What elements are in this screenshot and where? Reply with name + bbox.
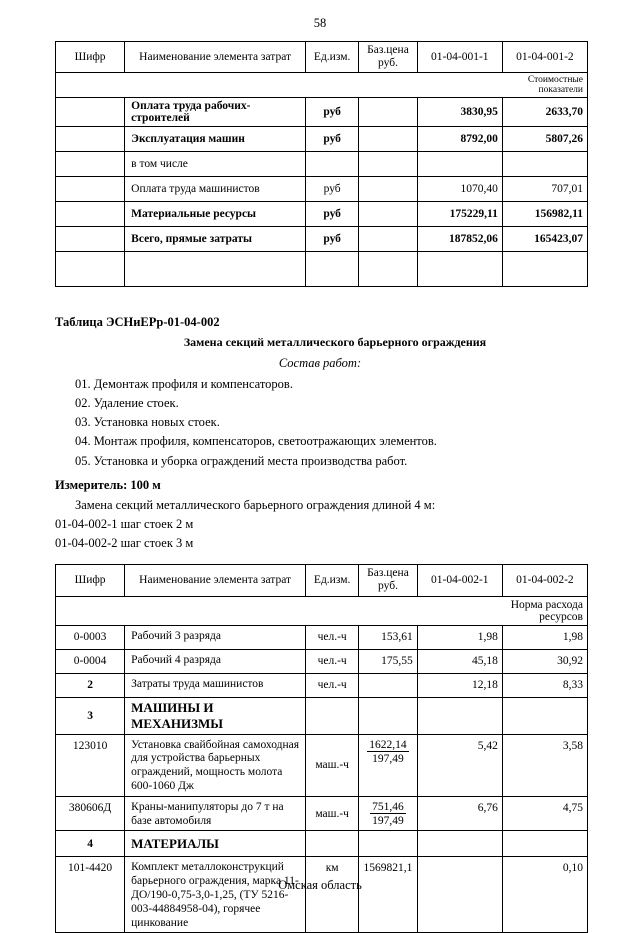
row-value-1 xyxy=(417,831,502,857)
row-name: Эксплуатация машин xyxy=(125,127,306,152)
row-value-1: 3830,95 xyxy=(417,98,502,127)
row-unit: руб xyxy=(306,127,359,152)
row-code: 2 xyxy=(56,673,125,697)
table-row xyxy=(56,649,588,673)
row-unit xyxy=(306,152,359,177)
row-unit: руб xyxy=(306,227,359,252)
cost-indicators-table-wrapper xyxy=(55,41,588,287)
table-row xyxy=(56,202,588,227)
row-base xyxy=(359,152,418,177)
section-code-2: 01-04-002-2 шаг стоек 3 м xyxy=(55,536,194,551)
row-code: 380606Д xyxy=(56,796,125,831)
row-value-1 xyxy=(417,857,502,933)
row-name: Рабочий 4 разряда xyxy=(125,649,306,673)
table-row xyxy=(56,673,588,697)
section-title: Замена секций металлического барьерного ограждения xyxy=(183,334,487,349)
header-name: Наименование элемента затрат xyxy=(125,565,306,596)
row-code xyxy=(56,98,125,127)
table-row xyxy=(56,625,588,649)
row-unit: руб xyxy=(306,177,359,202)
row-value-1: 175229,11 xyxy=(417,202,502,227)
row-code: 0-0003 xyxy=(56,625,125,649)
table-header-row xyxy=(56,42,588,73)
row-code: 4 xyxy=(56,831,125,857)
subheader-label: Стоимостные показатели xyxy=(502,73,587,98)
row-name: Оплата труда машинистов xyxy=(125,177,306,202)
table-section-row xyxy=(56,831,588,857)
row-base: 153,61 xyxy=(359,625,418,649)
header-base-price: Баз.цена руб. xyxy=(359,565,418,596)
list-item: 03. Установка новых стоек. xyxy=(75,415,220,430)
table-row xyxy=(56,734,588,796)
row-code xyxy=(56,152,125,177)
row-name: Оплата труда рабочих-строителей xyxy=(125,98,306,127)
header-col1: 01-04-001-1 xyxy=(417,42,502,73)
cost-indicators-table xyxy=(55,41,588,287)
row-unit xyxy=(306,697,359,734)
row-value-2: 4,75 xyxy=(502,796,587,831)
row-base-top: 751,46 xyxy=(372,800,404,813)
row-value-2 xyxy=(502,152,587,177)
row-base xyxy=(359,673,418,697)
row-value-2: 165423,07 xyxy=(502,227,587,252)
section-block xyxy=(55,313,585,552)
row-value-2: 30,92 xyxy=(502,649,587,673)
row-code: 0-0004 xyxy=(56,649,125,673)
works-list xyxy=(55,375,585,470)
row-base xyxy=(359,177,418,202)
row-base-fraction xyxy=(359,796,418,831)
row-base xyxy=(359,202,418,227)
row-unit: км xyxy=(306,857,359,933)
header-code: Шифр xyxy=(56,565,125,596)
row-value-1: 5,42 xyxy=(417,734,502,796)
list-item: 01. Демонтаж профиля и компенсаторов. xyxy=(75,377,293,392)
works-label: Состав работ: xyxy=(278,355,362,370)
row-value-2 xyxy=(502,831,587,857)
row-value-1: 1070,40 xyxy=(417,177,502,202)
page-footer: Омская область xyxy=(278,878,362,892)
row-base-top: 1622,14 xyxy=(369,738,407,751)
row-base: 1569821,1 xyxy=(359,857,418,933)
table-row xyxy=(56,857,588,933)
row-name: Рабочий 3 разряда xyxy=(125,625,306,649)
row-base-bottom: 197,49 xyxy=(372,814,404,827)
row-code: 101-4420 xyxy=(56,857,125,933)
row-name: Установка свайбойная самоходная для устройства барьерных ограждений, мощность молота 600-1060 Дж xyxy=(125,734,306,796)
row-value-1 xyxy=(417,697,502,734)
row-name: Затраты труда машинистов xyxy=(125,673,306,697)
table-row xyxy=(56,127,588,152)
subheader-label: Норма расхода ресурсов xyxy=(502,596,587,625)
row-code xyxy=(56,227,125,252)
section-description: Замена секций металлического барьерного ограждения длиной 4 м: xyxy=(75,497,436,512)
header-unit: Ед.изм. xyxy=(306,565,359,596)
row-name: Материальные ресурсы xyxy=(125,202,306,227)
row-value-2: 707,01 xyxy=(502,177,587,202)
row-code xyxy=(56,202,125,227)
row-value-2: 3,58 xyxy=(502,734,587,796)
list-item: 04. Монтаж профиля, компенсаторов, светоотражающих элементов. xyxy=(75,434,437,449)
row-base-bottom: 197,49 xyxy=(372,752,404,765)
header-code: Шифр xyxy=(56,42,125,73)
row-value-2 xyxy=(502,697,587,734)
row-unit: чел.-ч xyxy=(306,649,359,673)
table-header-row xyxy=(56,565,588,596)
row-name: в том числе xyxy=(125,152,306,177)
row-value-1 xyxy=(417,152,502,177)
list-item: 05. Установка и уборка ограждений места производства работ. xyxy=(75,453,408,468)
table-subheader-row xyxy=(56,596,588,625)
table-row xyxy=(56,98,588,127)
row-value-2: 156982,11 xyxy=(502,202,587,227)
row-unit: чел.-ч xyxy=(306,625,359,649)
row-value-1: 1,98 xyxy=(417,625,502,649)
row-name: МАШИНЫ И МЕХАНИЗМЫ xyxy=(125,697,306,734)
section-code-1: 01-04-002-1 шаг стоек 2 м xyxy=(55,516,194,531)
table-row xyxy=(56,796,588,831)
header-col2: 01-04-002-2 xyxy=(502,565,587,596)
section-table-label: Таблица ЭСНиЕРр-01-04-002 xyxy=(55,315,220,330)
row-code: 3 xyxy=(56,697,125,734)
row-name: Краны-манипуляторы до 7 т на базе автомобиля xyxy=(125,796,306,831)
header-base-price: Баз.цена руб. xyxy=(359,42,418,73)
row-value-1: 8792,00 xyxy=(417,127,502,152)
row-code xyxy=(56,177,125,202)
table-row xyxy=(56,177,588,202)
row-value-2: 5807,26 xyxy=(502,127,587,152)
row-value-1: 45,18 xyxy=(417,649,502,673)
row-base xyxy=(359,127,418,152)
row-base xyxy=(359,831,418,857)
table-row xyxy=(56,227,588,252)
row-name: Комплект металлоконструкций барьерного ограждения, марка 11-ДО/190-0,75-3,0-1,25, (ТУ 5216-003-44884958-04), горячее цинкование xyxy=(125,857,306,933)
header-unit: Ед.изм. xyxy=(306,42,359,73)
list-item: 02. Удаление стоек. xyxy=(75,396,179,411)
row-base xyxy=(359,697,418,734)
row-name: Всего, прямые затраты xyxy=(125,227,306,252)
row-value-2: 8,33 xyxy=(502,673,587,697)
row-code: 123010 xyxy=(56,734,125,796)
page-number: 58 xyxy=(313,16,327,30)
row-value-1: 12,18 xyxy=(417,673,502,697)
header-name: Наименование элемента затрат xyxy=(125,42,306,73)
row-unit: руб xyxy=(306,98,359,127)
row-unit: маш.-ч xyxy=(306,796,359,831)
row-unit: маш.-ч xyxy=(306,734,359,796)
document-page xyxy=(0,16,640,929)
row-value-1: 187852,06 xyxy=(417,227,502,252)
measurement-unit: Измеритель: 100 м xyxy=(55,477,161,492)
header-col1: 01-04-002-1 xyxy=(417,565,502,596)
row-base: 175,55 xyxy=(359,649,418,673)
row-base xyxy=(359,98,418,127)
row-unit: руб xyxy=(306,202,359,227)
row-base xyxy=(359,227,418,252)
table-section-row xyxy=(56,697,588,734)
table-row-empty xyxy=(56,252,588,287)
row-value-2: 0,10 xyxy=(502,857,587,933)
row-value-1: 6,76 xyxy=(417,796,502,831)
row-value-2: 1,98 xyxy=(502,625,587,649)
table-subheader-row xyxy=(56,73,588,98)
row-base-fraction xyxy=(359,734,418,796)
row-code xyxy=(56,127,125,152)
header-col2: 01-04-001-2 xyxy=(502,42,587,73)
row-value-2: 2633,70 xyxy=(502,98,587,127)
row-name: МАТЕРИАЛЫ xyxy=(125,831,306,857)
table-row xyxy=(56,152,588,177)
row-unit xyxy=(306,831,359,857)
row-unit: чел.-ч xyxy=(306,673,359,697)
